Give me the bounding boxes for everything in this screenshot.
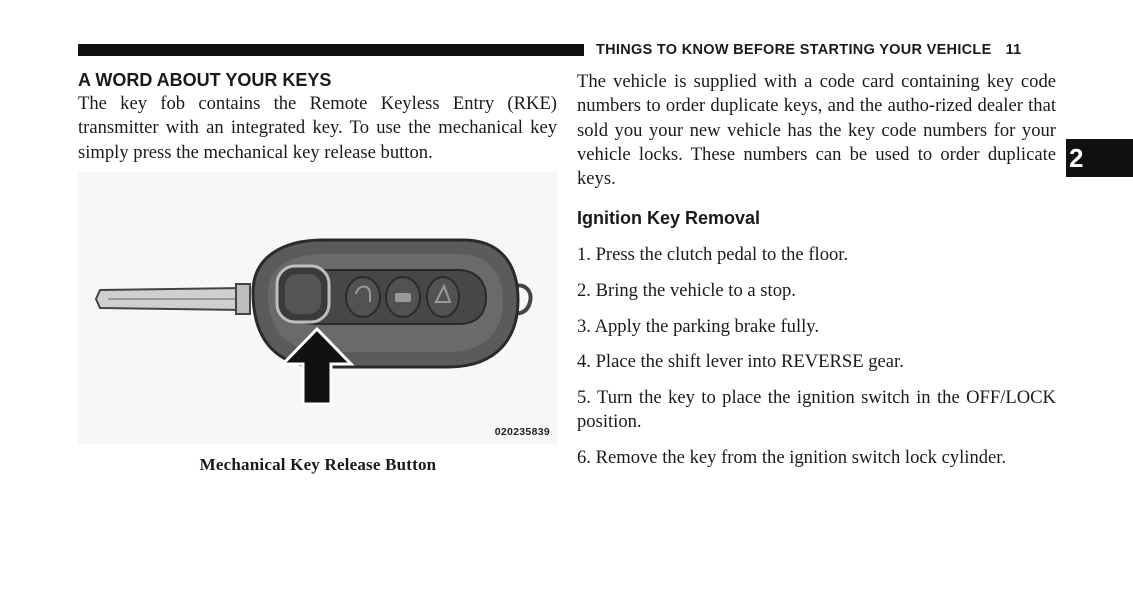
list-item: 1. Press the clutch pedal to the floor. [577,243,849,265]
header-title: THINGS TO KNOW BEFORE STARTING YOUR VEHICLE [596,42,992,58]
chapter-tab: 2 [1066,139,1133,177]
right-column [577,70,1056,471]
ignition-steps-list [577,243,1056,471]
list-item: 4. Place the shift lever into REVERSE gear. [577,351,904,373]
list-item: 6. Remove the key from the ignition switch lock cylinder. [577,447,1007,469]
intro-paragraph: The key fob contains the Remote Keyless Entry (RKE) transmitter with an integrated key. To use the mechanical key simply press the mechanical key release button. [78,93,557,163]
ignition-key-removal-heading: Ignition Key Removal [577,208,761,229]
key-fob-figure [78,172,558,444]
section-heading: A WORD ABOUT YOUR KEYS [78,70,332,90]
list-item: 5. Turn the key to place the ignition switch in the OFF/LOCK position. [577,387,1056,433]
figure-caption: Mechanical Key Release Button [199,455,437,474]
figure-code: 020235839 [494,426,550,438]
page-number: 11 [1005,42,1022,58]
left-column [78,68,557,165]
code-card-paragraph: The vehicle is supplied with a code card containing key code numbers to order duplicate keys, and the autho-rized dealer that sold you your new vehicle has the key code numbers for your vehicle locks. These numbers can be used to order duplicate keys. [577,71,1056,190]
list-item: 2. Bring the vehicle to a stop. [577,279,796,301]
list-item: 3. Apply the parking brake fully. [577,315,820,337]
header-rule [78,44,584,56]
key-fob-illustration [78,172,558,444]
running-header [596,42,1022,58]
